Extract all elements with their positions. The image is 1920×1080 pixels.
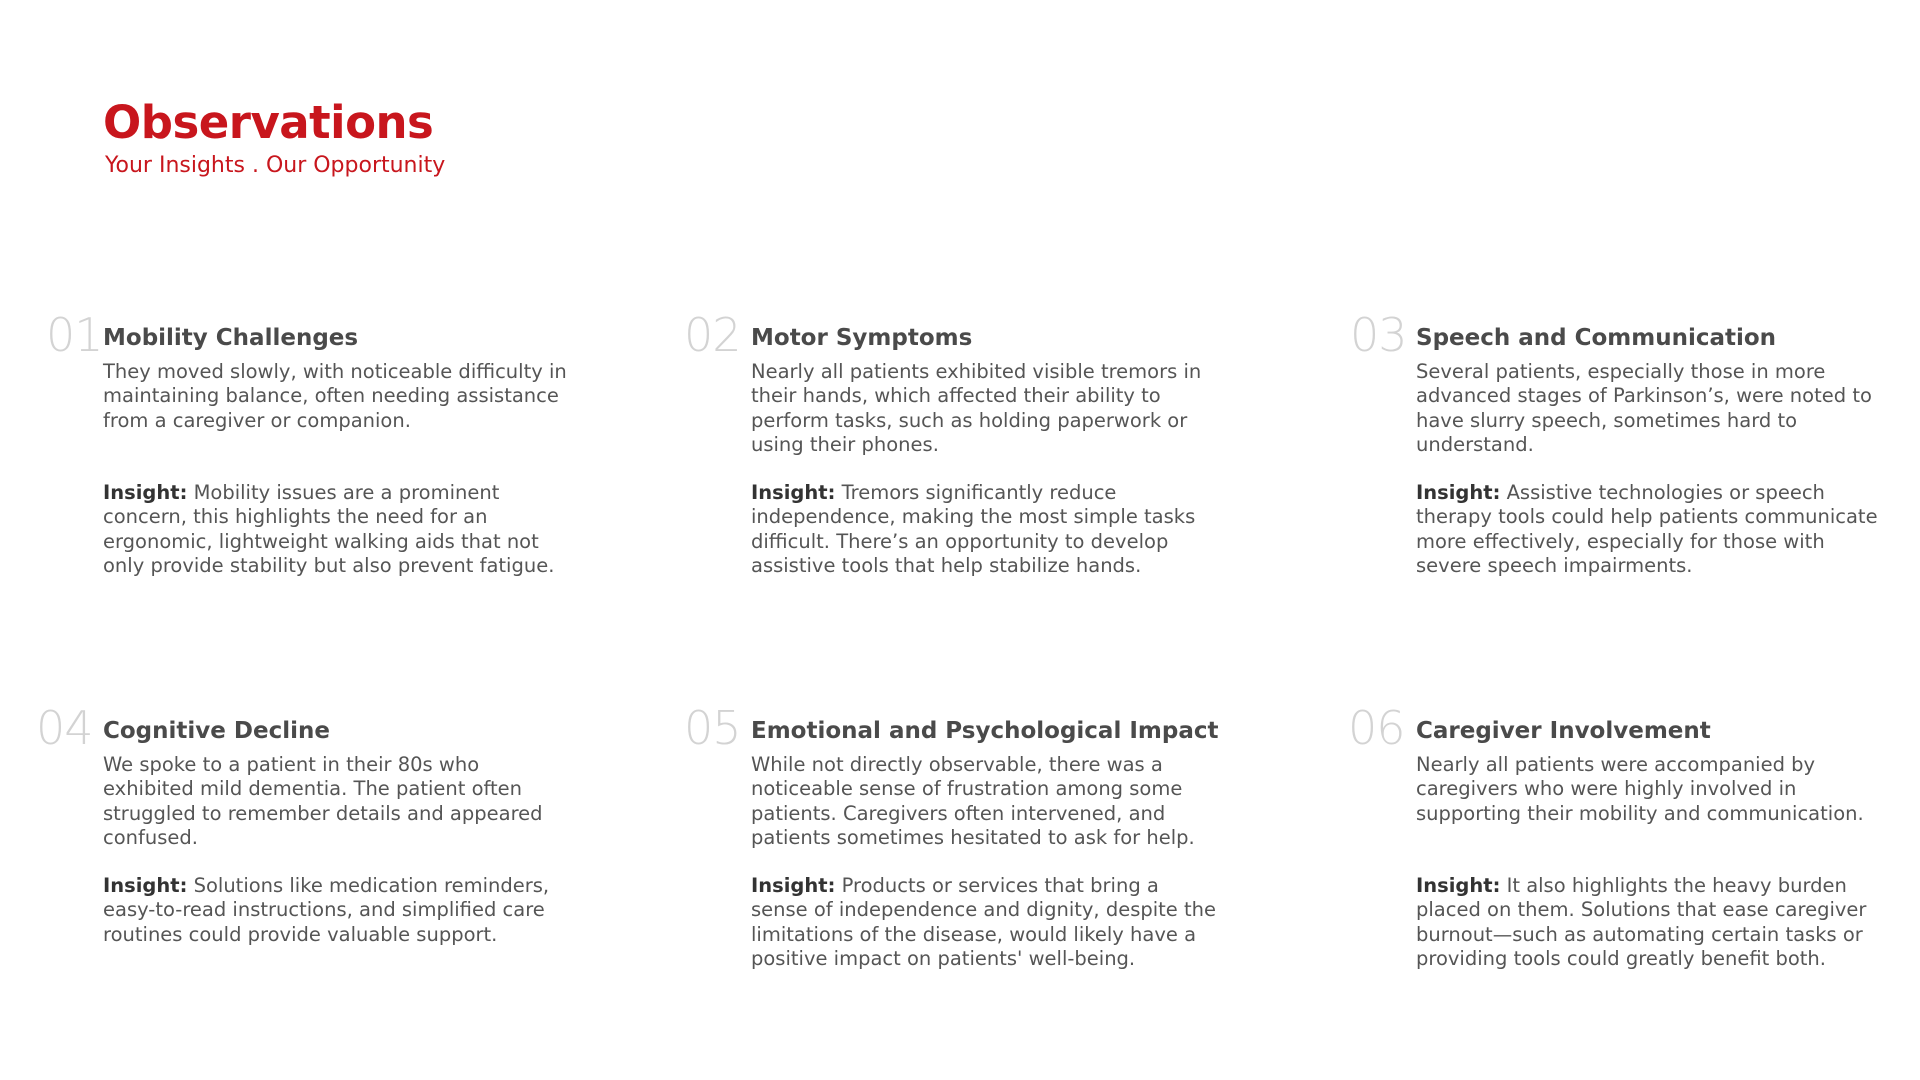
card-title: Motor Symptoms [751,325,973,351]
insight-label: Insight: [1416,874,1501,897]
page-title: Observations [103,96,434,149]
card-number: 02 [684,308,741,362]
insight-text: Tremors significantly reduce independence, making the most simple tasks difficult. There’s an opportunity to develop assistive tools that help stabilize hands. [751,481,1196,577]
card-observation: Several patients, especially those in more advanced stages of Parkinson’s, were noted to have slurry speech, sometimes hard to understand. [1416,360,1872,456]
card-insight [103,874,573,947]
insight-text: Mobility issues are a prominent concern, this highlights the need for an ergonomic, lightweight walking aids that not only provide stability but also prevent fatigue. [103,481,555,577]
insight-label: Insight: [103,481,188,504]
card-title: Cognitive Decline [103,718,330,744]
card-observation: While not directly observable, there was a noticeable sense of frustration among some patients. Caregivers often intervened, and patients sometimes hesitated to ask for help. [751,753,1195,849]
card-observation: Nearly all patients were accompanied by caregivers who were highly involved in supporting their mobility and communication. [1416,753,1864,825]
insight-label: Insight: [751,874,836,897]
insight-label: Insight: [103,874,188,897]
insight-label: Insight: [751,481,836,504]
insight-text: Products or services that bring a sense of independence and dignity, despite the limitations of the disease, would likely have a positive impact on patients' well-being. [751,874,1216,970]
card-number: 03 [1350,308,1407,362]
card-number: 04 [36,701,93,755]
card-insight [1416,874,1886,971]
card-observation: They moved slowly, with noticeable difficulty in maintaining balance, often needing assistance from a caregiver or companion. [103,360,567,432]
page-header [103,96,445,180]
card-number: 01 [46,308,103,362]
card-insight [1416,481,1886,578]
card-title: Mobility Challenges [103,325,359,351]
card-title: Caregiver Involvement [1416,718,1711,744]
card-title: Emotional and Psychological Impact [751,718,1219,744]
card-observation: Nearly all patients exhibited visible tremors in their hands, which affected their ability to perform tasks, such as holding paperwork or using their phones. [751,360,1202,456]
card-insight [751,481,1221,578]
card-number: 06 [1348,701,1405,755]
insight-text: It also highlights the heavy burden placed on them. Solutions that ease caregiver burnout—such as automating certain tasks or providing tools could greatly benefit both. [1416,874,1867,970]
page-subtitle: Your Insights . Our Opportunity [105,153,446,178]
insight-text: Solutions like medication reminders, easy-to-read instructions, and simplified care routines could provide valuable support. [103,874,550,946]
insight-label: Insight: [1416,481,1501,504]
card-observation: We spoke to a patient in their 80s who exhibited mild dementia. The patient often struggled to remember details and appeared confused. [103,753,543,849]
card-insight [751,874,1221,971]
insight-text: Assistive technologies or speech therapy tools could help patients communicate more effectively, especially for those with severe speech impairments. [1416,481,1878,577]
card-number: 05 [684,701,741,755]
card-title: Speech and Communication [1416,325,1777,351]
card-insight [103,481,573,578]
